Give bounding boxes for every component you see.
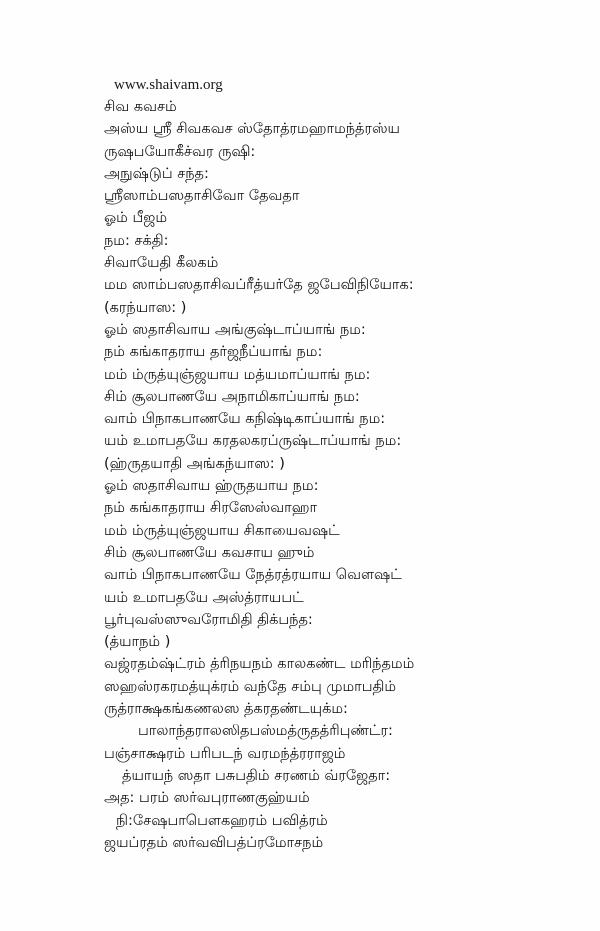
text-line: பாலாந்தராலஸிதபஸ்மத்ருதத்ரிபுண்ட்ர: xyxy=(138,723,393,740)
text-line: (ஹ்ருதயாதி அங்கந்யாஸ: ) xyxy=(104,455,285,472)
text-line: ஓம் ஸதாசிவாய ஹ்ருதயாய நம: xyxy=(104,478,319,495)
text-line: அத: பரம் ஸர்வபுராணகுஹ்யம் xyxy=(104,790,310,807)
text-line: ஸ்ரீஸாம்பஸதாசிவோ தேவதா xyxy=(104,188,300,205)
text-line: மம் ம்ருத்யுஞ்ஜயாய சிகாயைவஷட் xyxy=(104,522,340,539)
text-line: அநுஷ்டுப் சந்த: xyxy=(104,165,209,182)
text-line: ஸஹஸ்ரகரமத்யுக்ரம் வந்தே சம்பு முமாபதிம் xyxy=(104,678,397,695)
text-line: யம் உமாபதயே அஸ்த்ராயபட் xyxy=(104,589,304,606)
verse-lines xyxy=(104,96,584,854)
text-line: வாம் பிநாகபாணயே கநிஷ்டிகாப்யாங் நம: xyxy=(104,411,386,428)
text-line: நம: சக்தி: xyxy=(104,232,169,249)
text-line: (கரந்யாஸ: ) xyxy=(104,299,187,316)
text-line: நம் கங்காதராய தர்ஜநீப்யாங் நம: xyxy=(104,344,323,361)
text-line: சிம் சூலபாணயே அநாமிகாப்யாங் நம: xyxy=(104,388,360,405)
text-line: பூர்புவஸ்ஸுவரோமிதி திக்பந்த: xyxy=(104,611,313,628)
verse-title: சிவ கவசம் xyxy=(104,99,177,115)
text-line: சிம் சூலபாணயே கவசாய ஹும் xyxy=(104,544,315,561)
text-line: வாம் பிநாகபாணயே நேத்ரத்ரயாய வௌஷட் xyxy=(104,567,402,584)
text-line: சிவாயேதி கீலகம் xyxy=(104,255,219,272)
text-line: ஓம் பீஜம் xyxy=(104,210,167,227)
text-line: த்யாயந் ஸதா பசுபதிம் சரணம் வ்ரஜேதா: xyxy=(122,767,391,784)
text-line: நம் கங்காதராய சிரஸேஸ்வாஹா xyxy=(104,500,318,517)
site-url: www.shaivam.org xyxy=(114,77,223,93)
text-line: ருத்ராக்ஷகங்கணலஸ த்கரதண்டயுக்ம: xyxy=(104,701,348,718)
text-line: (த்யாநம் ) xyxy=(104,634,171,651)
text-line: மம் ம்ருத்யுஞ்ஜயாய மத்யமாப்யாங் நம: xyxy=(104,366,371,383)
text-line: ஜயப்ரதம் ஸர்வவிபத்ப்ரமோசநம் xyxy=(104,834,324,851)
text-line: ருஷபயோகீச்வர ருஷி: xyxy=(104,143,256,160)
text-line: அஸ்ய ஸ்ரீ சிவகவச ஸ்தோத்ரமஹாமந்த்ரஸ்ய xyxy=(104,121,400,138)
text-line: நி:சேஷபாபௌகஹரம் பவித்ரம் xyxy=(116,812,328,829)
text-line: வஜ்ரதம்ஷ்ட்ரம் த்ரிநயநம் காலகண்ட மரிந்தமம் xyxy=(104,656,415,673)
text-line: யம் உமாபதயே கரதலகரப்ருஷ்டாப்யாங் நம: xyxy=(104,433,402,450)
text-line: மம ஸாம்பஸதாசிவப்ரீத்யர்தே ஜபேவிநியோக: xyxy=(104,277,414,294)
text-line: ஓம் ஸதாசிவாய அங்குஷ்டாப்யாங் நம: xyxy=(104,321,366,338)
text-line: பஞ்சாக்ஷரம் பரிபடந் வரமந்த்ரராஜம் xyxy=(104,745,346,762)
